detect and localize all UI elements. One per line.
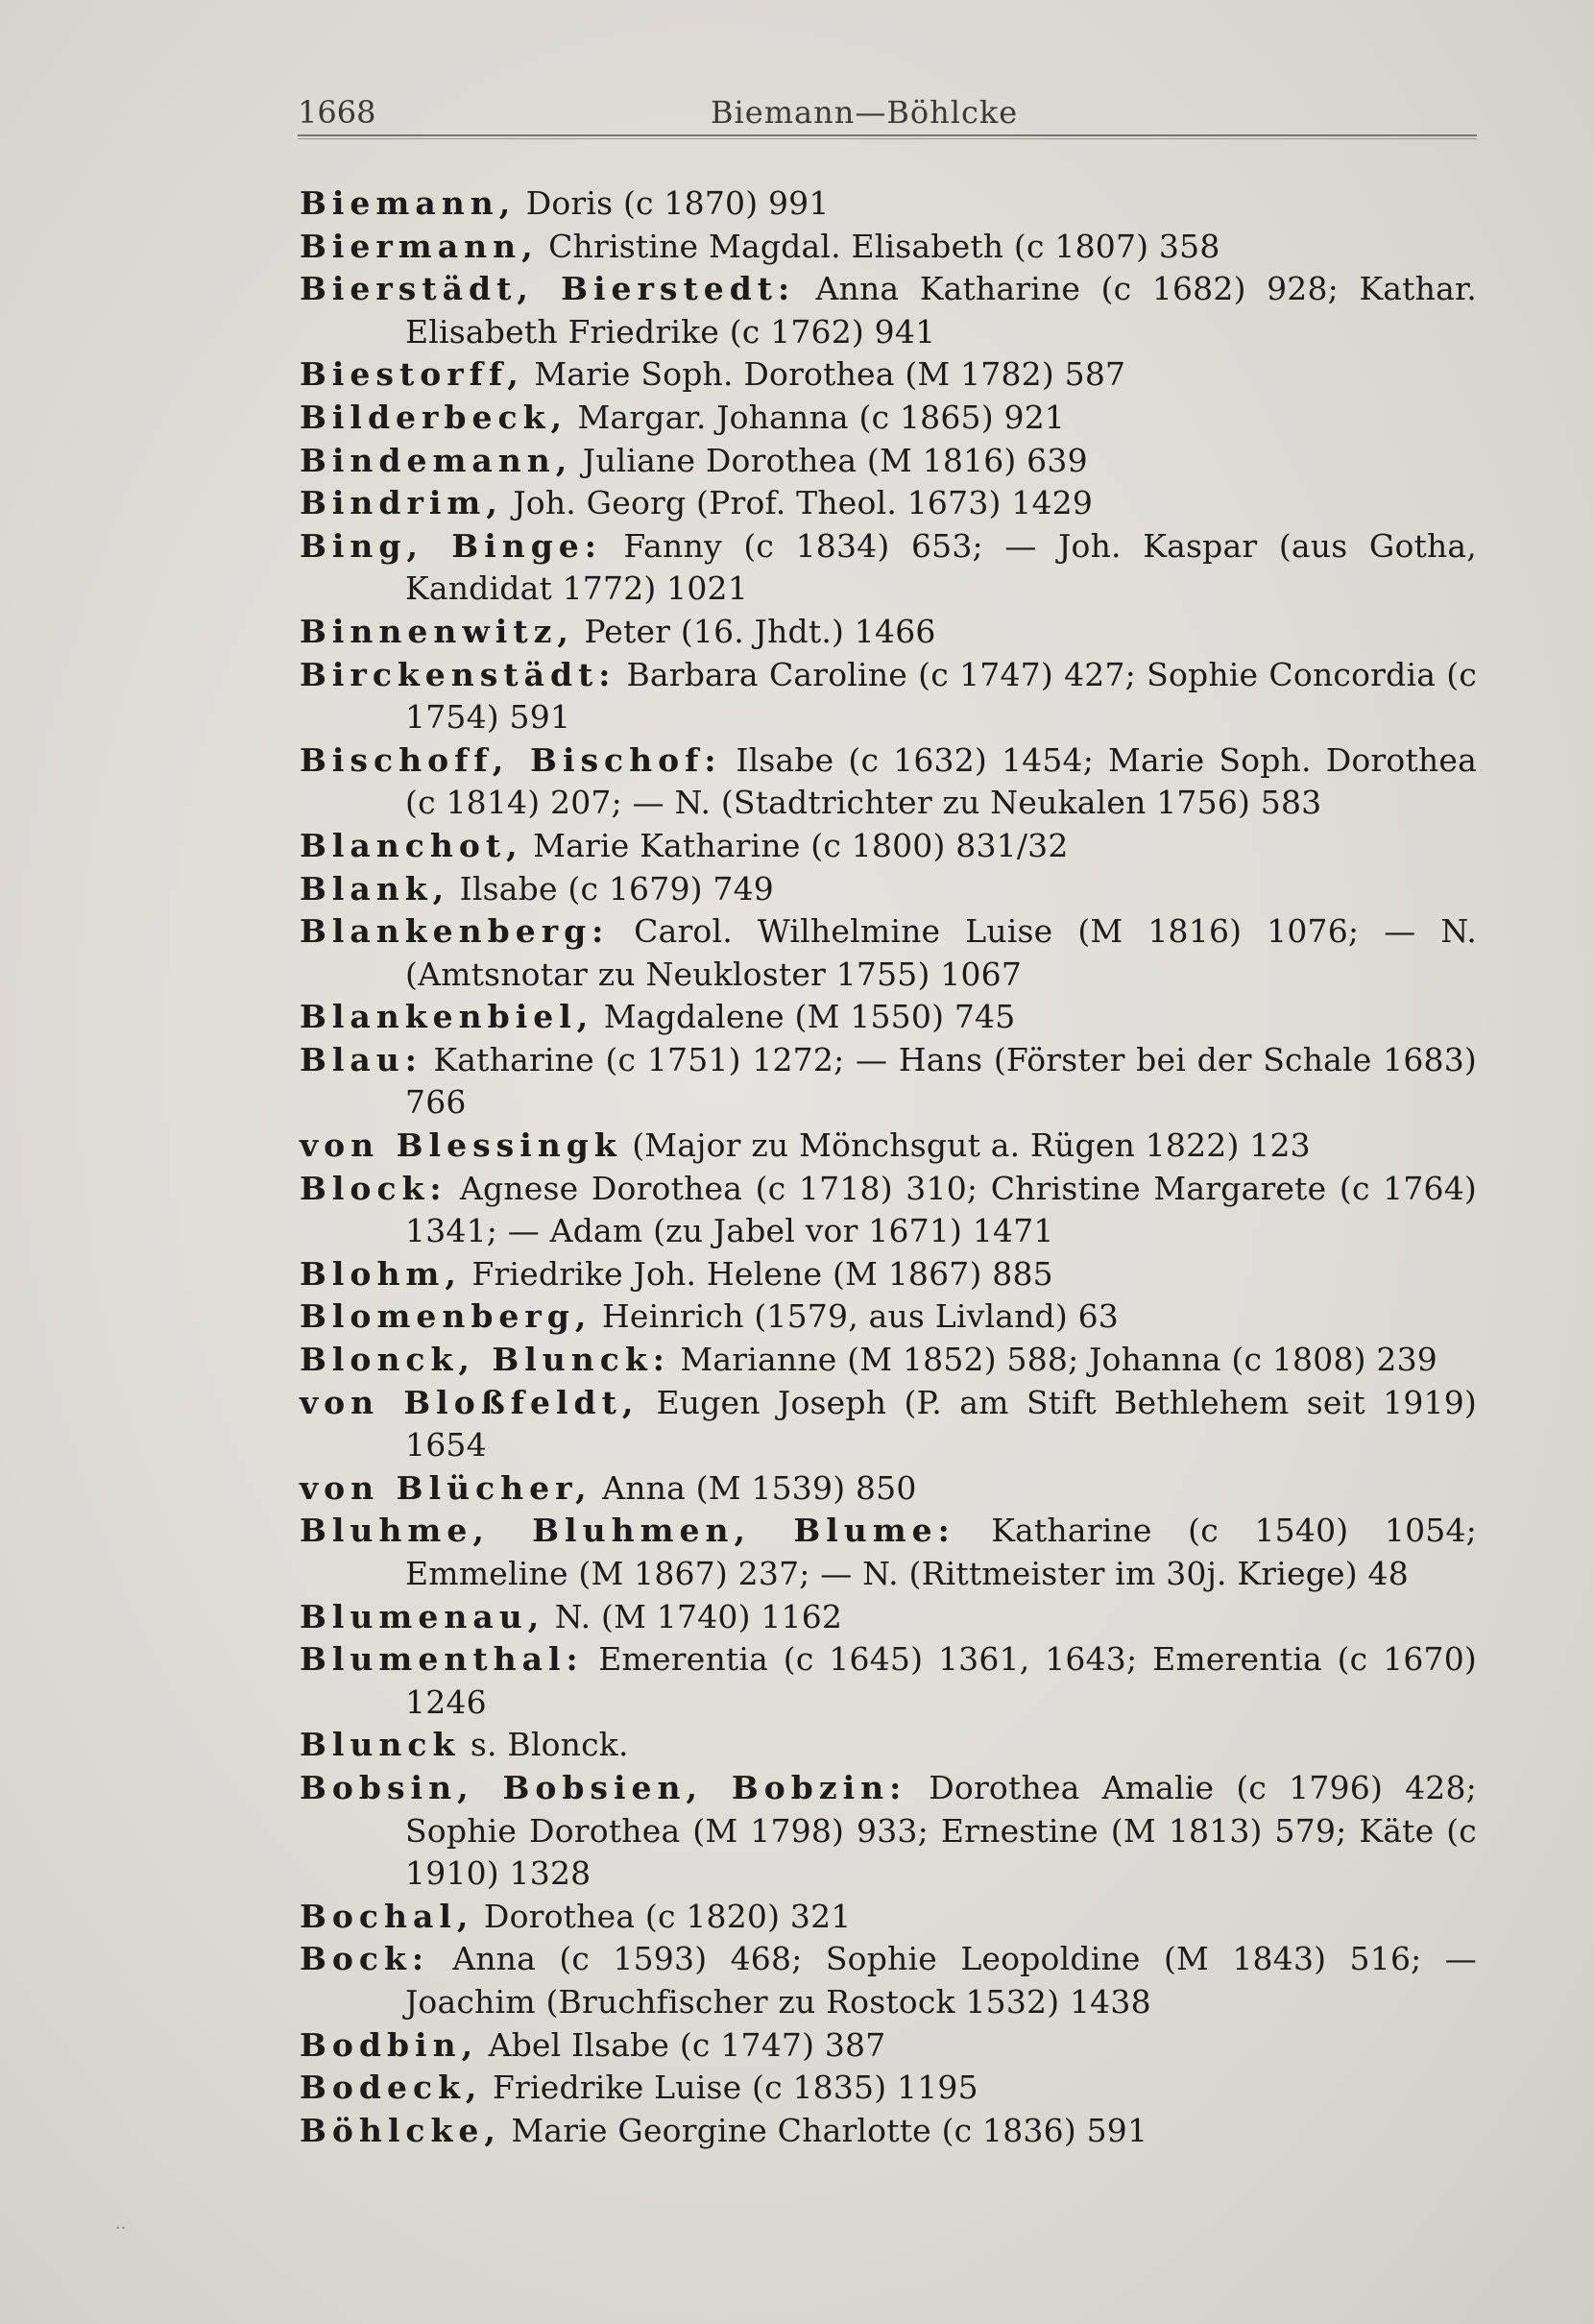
index-entry (300, 440, 1477, 483)
entry-surname: Blankenbiel, (300, 998, 594, 1036)
entry-details: Ilsabe (c 1632) 1454; Marie Soph. Dorothea (c 1814) 207; — N. (Stadtrichter zu Neukalen 1756) 583 (405, 740, 1477, 822)
paper-speck: ·· (115, 2218, 127, 2239)
entry-surname: Bluhme, Bluhmen, Blume: (300, 1512, 955, 1550)
entry-surname: Bobsin, Bobsien, Bobzin: (300, 1768, 907, 1806)
index-entry (300, 2067, 1477, 2110)
entry-details: Joh. Georg (Prof. Theol. 1673) 1429 (513, 484, 1094, 522)
entry-surname: Blau: (300, 1040, 423, 1078)
index-entry (300, 654, 1477, 739)
index-entry (300, 1638, 1477, 1724)
index-entry (300, 1382, 1477, 1467)
entry-surname: Bierstädt, Bierstedt: (300, 270, 796, 308)
entry-details: Barbara Caroline (c 1747) 427; Sophie Concordia (c 1754) 591 (405, 655, 1477, 737)
index-entry (300, 1295, 1477, 1339)
entry-details: Katharine (c 1540) 1054; Emmeline (M 1867) 237; — N. (Rittmeister im 30j. Kriege) 48 (405, 1512, 1477, 1592)
index-entry (300, 525, 1477, 611)
entry-details: Doris (c 1870) 991 (525, 184, 830, 222)
entry-details: Fanny (c 1834) 653; — Joh. Kaspar (aus Gotha, Kandidat 1772) 1021 (405, 526, 1477, 608)
index-entry (300, 1510, 1477, 1595)
index-entry (300, 611, 1477, 654)
index-entry (300, 353, 1477, 397)
entry-details: Margar. Johanna (c 1865) 921 (577, 398, 1066, 436)
index-entry (300, 1724, 1477, 1767)
entry-details: Marie Georgine Charlotte (c 1836) 591 (511, 2111, 1148, 2149)
index-entry (300, 1039, 1477, 1125)
entry-details: Anna (c 1593) 468; Sophie Leopoldine (M 1843) 516; — Joachim (Bruchfischer zu Rostock 1532) 1438 (405, 1940, 1477, 2021)
entry-surname: Blankenberg: (300, 912, 610, 951)
entry-surname: Biemann, (300, 184, 517, 222)
index-entries (300, 182, 1477, 2152)
entry-details: Peter (16. Jhdt.) 1466 (584, 612, 936, 650)
entry-details: Eugen Joseph (P. am Stift Bethlehem seit 1919) 1654 (405, 1383, 1477, 1465)
index-entry (300, 1896, 1477, 1939)
entry-details: Dorothea (c 1820) 321 (483, 1897, 852, 1935)
entry-details: Abel Ilsabe (c 1747) 387 (488, 2025, 886, 2064)
entry-surname: Biermann, (300, 227, 539, 265)
entry-details: Dorothea Amalie (c 1796) 428; Sophie Dorothea (M 1798) 933; Ernestine (M 1813) 579; Käte (c 1910) 1328 (405, 1768, 1478, 1893)
entry-surname: Birckenstädt: (300, 655, 616, 693)
entry-details: N. (M 1740) 1162 (554, 1597, 843, 1635)
entry-surname: Block: (300, 1169, 447, 1207)
entry-details: (Major zu Mönchsgut a. Rügen 1822) 123 (632, 1126, 1311, 1165)
entry-surname: Böhlcke, (300, 2111, 501, 2149)
entry-details: Emerentia (c 1645) 1361, 1643; Emerentia (c 1670) 1246 (405, 1640, 1477, 1721)
entry-details: Anna Katharine (c 1682) 928; Kathar. Elisabeth Friedrike (c 1762) 941 (405, 270, 1478, 351)
entry-details: Friedrike Luise (c 1835) 1195 (492, 2069, 978, 2107)
entry-surname: Blonck, Blunck: (300, 1341, 670, 1379)
entry-details: Anna (M 1539) 850 (602, 1468, 917, 1507)
index-entry (300, 397, 1477, 440)
index-entry (300, 182, 1477, 226)
entry-details: s. Blonck. (470, 1726, 629, 1764)
index-entry (300, 868, 1477, 911)
entry-surname: Binnenwitz, (300, 612, 574, 650)
entry-surname: Bilderbeck, (300, 398, 568, 436)
index-entry (300, 739, 1477, 825)
entry-details: Ilsabe (c 1679) 749 (459, 869, 774, 908)
page-number: 1668 (298, 94, 376, 131)
page-header (298, 88, 1477, 136)
entry-surname: Blumenau, (300, 1597, 545, 1635)
entry-surname: Biestorff, (300, 355, 524, 394)
index-entry (300, 482, 1477, 525)
entry-surname: Blomenberg, (300, 1297, 592, 1336)
entry-surname: Bochal, (300, 1897, 474, 1935)
index-entry (300, 226, 1477, 269)
entry-surname: Blumenthal: (300, 1640, 584, 1679)
entry-surname: von Bloßfeldt, (300, 1383, 640, 1421)
index-entry (300, 2024, 1477, 2068)
index-entry (300, 2110, 1477, 2153)
entry-surname: Blanchot, (300, 826, 523, 864)
entry-details: Katharine (c 1751) 1272; — Hans (Förster bei der Schale 1683) 766 (405, 1040, 1477, 1122)
entry-surname: Bing, Binge: (300, 526, 602, 565)
entry-details: Christine Magdal. Elisabeth (c 1807) 358 (548, 227, 1220, 265)
index-entry (300, 1596, 1477, 1639)
entry-surname: Bischoff, Bischof: (300, 740, 722, 779)
entry-details: Agnese Dorothea (c 1718) 310; Christine Margarete (c 1764) 1341; — Adam (zu Jabel vor 1671) 1471 (405, 1169, 1477, 1250)
entry-surname: von Blücher, (300, 1468, 592, 1507)
entry-surname: Bodbin, (300, 2025, 479, 2064)
index-entry (300, 996, 1477, 1039)
entry-surname: von Blessingk (300, 1126, 622, 1165)
entry-surname: Bodeck, (300, 2069, 483, 2107)
index-entry (300, 268, 1477, 353)
entry-details: Marie Soph. Dorothea (M 1782) 587 (534, 355, 1126, 394)
index-entry (300, 1253, 1477, 1296)
entry-surname: Blank, (300, 869, 450, 908)
index-entry (300, 1938, 1477, 2023)
entry-surname: Blohm, (300, 1254, 462, 1293)
entry-details: Juliane Dorothea (M 1816) 639 (582, 441, 1088, 479)
index-entry (300, 1168, 1477, 1253)
entry-details: Marianne (M 1852) 588; Johanna (c 1808) 239 (680, 1341, 1437, 1379)
index-entry (300, 910, 1477, 996)
entry-details: Marie Katharine (c 1800) 831/32 (533, 826, 1069, 864)
running-head: Biemann—Böhlcke (711, 94, 1019, 131)
index-entry (300, 1125, 1477, 1168)
entry-details: Heinrich (1579, aus Livland) 63 (601, 1297, 1120, 1336)
index-entry (300, 1339, 1477, 1382)
entry-surname: Blunck (300, 1726, 461, 1764)
index-entry (300, 1767, 1477, 1896)
header-rule (298, 134, 1477, 139)
entry-details: Friedrike Joh. Helene (M 1867) 885 (471, 1254, 1053, 1293)
entry-details: Carol. Wilhelmine Luise (M 1816) 1076; — N. (Amtsnotar zu Neukloster 1755) 1067 (405, 912, 1477, 993)
entry-surname: Bock: (300, 1940, 430, 1978)
index-entry (300, 825, 1477, 868)
entry-surname: Bindemann, (300, 441, 573, 479)
index-entry (300, 1467, 1477, 1511)
entry-details: Magdalene (M 1550) 745 (603, 998, 1016, 1036)
entry-surname: Bindrim, (300, 484, 503, 522)
